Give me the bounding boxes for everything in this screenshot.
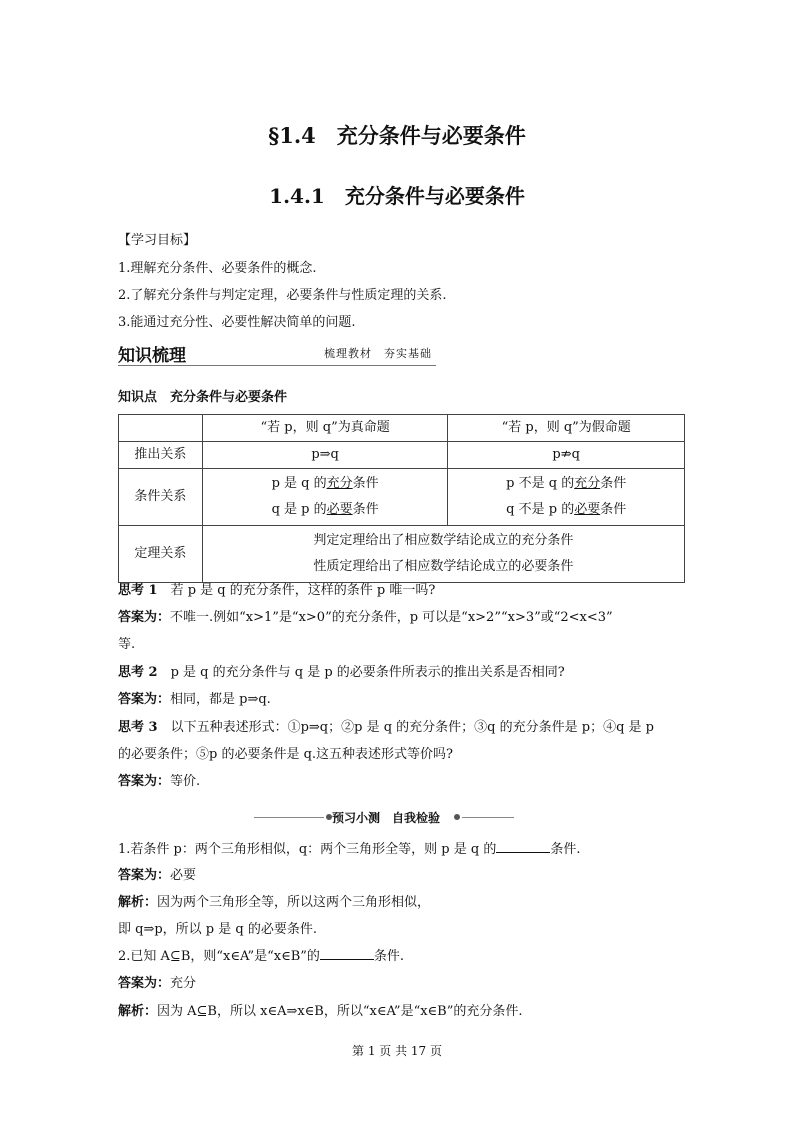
answer-text: 必要 [170,868,197,883]
question-1-analysis [118,894,430,912]
question-2-answer [118,975,196,993]
cell-line [203,471,448,497]
answer-text: 不唯一.例如“x>1”是“x>0”的充分条件，p 可以是“x>2”“x>3”或“2<x<3” [170,610,613,625]
divider [462,817,514,818]
knowledge-bar [118,341,436,369]
question-1-answer [118,867,196,885]
think-label: 思考 1 [118,583,158,598]
think-text: 以下五种表述形式：①p⇒q；②p 是 q 的充分条件；③q 的充分条件是 p；④q 是 p [157,720,654,735]
answer-label: 答案为： [118,610,171,625]
answer-text: 相同，都是 p⇒q. [170,692,271,707]
table-row [119,415,685,442]
answer-text: 等价. [170,774,201,789]
cell-line [203,497,448,523]
answer-label: 答案为： [118,692,171,707]
table-row-label: 条件关系 [119,469,203,526]
table-cell-merged [202,526,684,583]
think-3-cont: 的必要条件；⑤p 的必要条件是 q.这五种表述形式等价吗? [118,747,454,762]
table-row-label: 推出关系 [119,442,203,469]
table-row [119,442,685,469]
goals-heading: 【学习目标】 [118,233,197,248]
question-1-analysis-cont: 即 q⇒p，所以 p 是 q 的必要条件. [118,922,317,937]
cell-text: 条件 [352,476,379,491]
cell-text: p 不是 q 的 [506,476,575,491]
practice-section-title: 预习小测 自我检验 [332,811,441,825]
question-2-analysis [118,1003,523,1021]
analysis-text: 因为两个三角形全等，所以这两个三角形相似， [157,895,431,910]
analysis-label: 解析： [118,1004,158,1019]
cell-text: 条件 [352,502,379,517]
cell-line [448,471,684,497]
practice-section-header [254,809,514,827]
knowledge-point-title: 知识点 充分条件与必要条件 [118,390,288,405]
think-label: 思考 3 [118,720,158,735]
answer-1-cont: 等. [118,637,136,652]
cell-line: 判定定理给出了相应数学结论成立的充分条件 [313,533,574,548]
question-text: 2.已知 A⊆B，则“x∈A”是“x∈B”的 [118,949,320,964]
table-header-false: “若 p，则 q”为假命题 [448,415,685,442]
think-text: p 是 q 的充分条件与 q 是 p 的必要条件所表示的推出关系是否相同? [157,665,565,680]
cell-line: 性质定理给出了相应数学结论成立的必要条件 [313,559,574,574]
knowledge-bar-rule [118,365,436,366]
answer-label: 答案为： [118,976,171,991]
answer-text: 充分 [170,976,197,991]
knowledge-bar-title: 知识梳理 [118,346,186,366]
page-footer: 第 1 页 共 17 页 [352,1044,442,1058]
goal-item-1: 1.理解充分条件、必要条件的概念. [118,261,317,276]
question-text: 条件. [373,949,405,964]
question-2 [118,947,404,966]
subsection-title: 1.4.1 充分条件与必要条件 [269,184,525,208]
bullet-dot [454,814,460,820]
underlined-term: 充分 [574,476,601,491]
table-cell: p⇒q [202,442,448,469]
answer-blank [496,840,550,853]
cell-line [448,497,684,523]
answer-1 [118,609,613,627]
table-row [119,526,685,583]
table-cell [202,469,448,526]
table-corner-cell [119,415,203,442]
think-2 [118,664,565,682]
question-1 [118,840,581,859]
table-row-label: 定理关系 [119,526,203,583]
goal-item-3: 3.能通过充分性、必要性解决简单的问题. [118,315,356,330]
think-1 [118,582,435,600]
cell-text: 条件 [600,476,627,491]
underlined-term: 必要 [326,502,353,517]
think-3 [118,719,654,737]
table-cell [448,469,685,526]
question-text: 1.若条件 p：两个三角形相似，q：两个三角形全等，则 p 是 q 的 [118,842,497,857]
answer-label: 答案为： [118,868,171,883]
analysis-text: 因为 A⊆B，所以 x∈A⇒x∈B，所以“x∈A”是“x∈B”的充分条件. [157,1004,523,1019]
table-row [119,469,685,526]
think-text: 若 p 是 q 的充分条件，这样的条件 p 唯一吗? [157,583,436,598]
table-cell: p⇏q [448,442,685,469]
cell-text: q 是 p 的 [271,502,327,517]
answer-3 [118,773,200,791]
underlined-term: 必要 [574,502,601,517]
section-title: §1.4 充分条件与必要条件 [268,123,526,148]
underlined-term: 充分 [326,476,353,491]
knowledge-bar-subtitle: 梳理教材 夯实基础 [324,347,432,360]
answer-label: 答案为： [118,774,171,789]
think-label: 思考 2 [118,665,158,680]
cell-text: 条件 [600,502,627,517]
goal-item-2: 2.了解充分条件与判定定理，必要条件与性质定理的关系. [118,288,447,303]
answer-blank [320,947,374,960]
divider [254,817,324,818]
analysis-label: 解析： [118,895,158,910]
answer-2 [118,691,271,709]
cell-text: p 是 q 的 [271,476,327,491]
question-text: 条件. [550,842,581,857]
cell-text: q 不是 p 的 [506,502,575,517]
table-header-true: “若 p，则 q”为真命题 [202,415,448,442]
condition-table [118,414,685,583]
